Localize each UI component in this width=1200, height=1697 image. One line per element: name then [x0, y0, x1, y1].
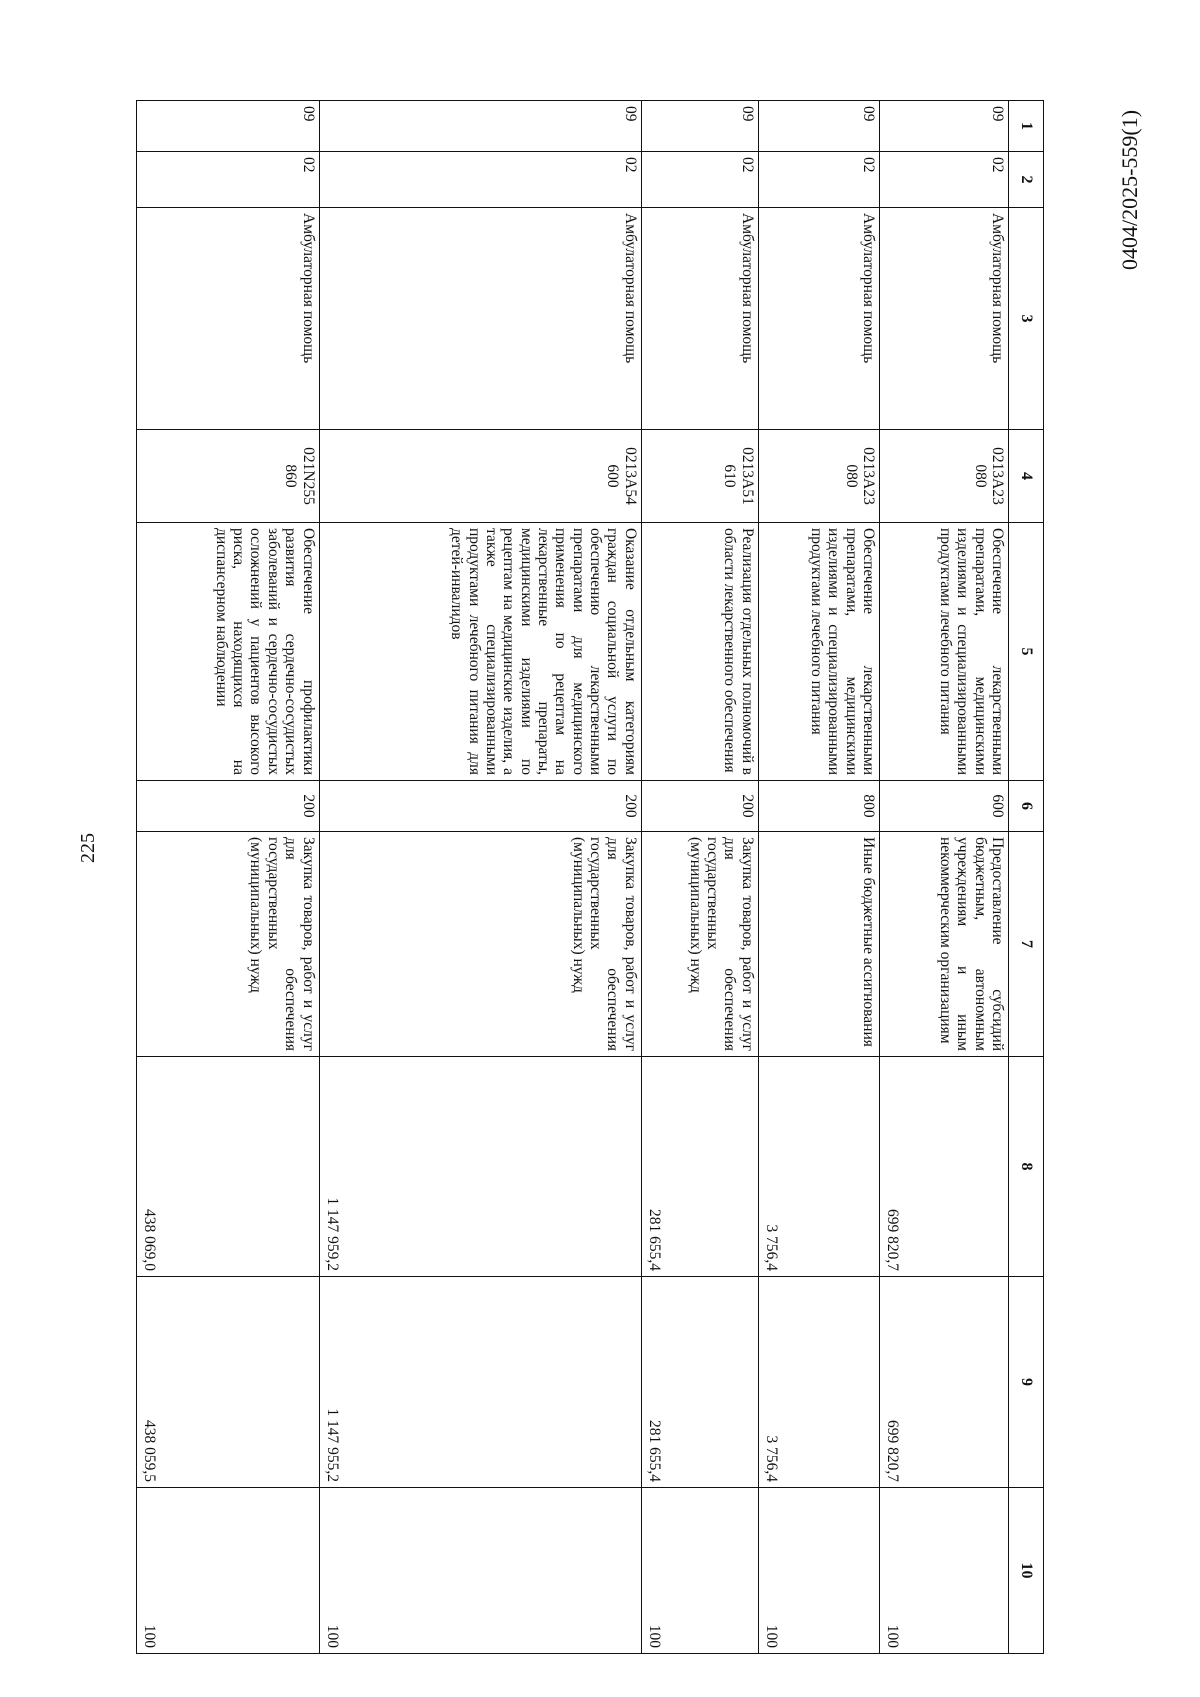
- cell-name: Амбулаторная помощь: [319, 208, 641, 430]
- col-header-9: 9: [1009, 1277, 1044, 1488]
- page-number: 225: [77, 833, 99, 863]
- cell-expense-description: Закупка товаров, работ и услуг для обеспечения государственных (муниципальных) нужд: [641, 832, 758, 1057]
- rotated-table-container: [136, 100, 1044, 1653]
- cell-executed-amount: 699 820,7: [880, 1277, 1009, 1488]
- cell-target-article: 0213A23 080: [758, 430, 879, 523]
- header-row: [1009, 101, 1044, 1654]
- cell-executed-amount: 1 147 955,2: [319, 1277, 641, 1488]
- cell-percent: 100: [641, 1488, 758, 1654]
- cell-target-article: 0213A51 610: [641, 430, 758, 523]
- cell-percent: 100: [319, 1488, 641, 1654]
- cell-section: 09: [319, 101, 641, 152]
- cell-planned-amount: 281 655,4: [641, 1057, 758, 1277]
- col-header-1: 1: [1009, 101, 1044, 152]
- col-header-8: 8: [1009, 1057, 1044, 1277]
- table-row: [758, 101, 879, 1654]
- cell-expense-type: 800: [758, 781, 879, 832]
- col-header-7: 7: [1009, 832, 1044, 1057]
- col-header-3: 3: [1009, 208, 1044, 430]
- table-row: [641, 101, 758, 1654]
- col-header-10: 10: [1009, 1488, 1044, 1654]
- cell-planned-amount: 3 756,4: [758, 1057, 879, 1277]
- cell-description: Обеспечение профилактики развития сердечно-сосудистых заболеваний и сердечно-сосудистых осложнений у пациентов высокого риска, находящихся на диспансерном наблюдении: [137, 523, 320, 781]
- cell-name: Амбулаторная помощь: [641, 208, 758, 430]
- cell-expense-type: 200: [137, 781, 320, 832]
- col-header-6: 6: [1009, 781, 1044, 832]
- cell-percent: 100: [758, 1488, 879, 1654]
- cell-name: Амбулаторная помощь: [137, 208, 320, 430]
- cell-description: Реализация отдельных полномочий в области лекарственного обеспечения: [641, 523, 758, 781]
- cell-subsection: 02: [137, 152, 320, 208]
- cell-description: Оказание отдельным категориям граждан социальной услуги по обеспечению лекарственными препаратами для медицинского применения по рецептам на лекарственные препараты, медицинскими изделиями по рецептам на медицинские изделия, а также специализированными продуктами лечебного питания для детей-инвалидов: [319, 523, 641, 781]
- cell-name: Амбулаторная помощь: [758, 208, 879, 430]
- cell-subsection: 02: [758, 152, 879, 208]
- cell-percent: 100: [137, 1488, 320, 1654]
- cell-section: 09: [641, 101, 758, 152]
- cell-expense-type: 200: [319, 781, 641, 832]
- cell-expense-description: Закупка товаров, работ и услуг для обеспечения государственных (муниципальных) нужд: [319, 832, 641, 1057]
- col-header-2: 2: [1009, 152, 1044, 208]
- cell-subsection: 02: [319, 152, 641, 208]
- table-row: [319, 101, 641, 1654]
- cell-subsection: 02: [880, 152, 1009, 208]
- cell-planned-amount: 699 820,7: [880, 1057, 1009, 1277]
- cell-section: 09: [137, 101, 320, 152]
- cell-expense-type: 200: [641, 781, 758, 832]
- cell-executed-amount: 438 059,5: [137, 1277, 320, 1488]
- table-row: [137, 101, 320, 1654]
- cell-expense-description: Предоставление субсидий бюджетным, автономным учреждениям и иным некоммерческим организациям: [880, 832, 1009, 1057]
- col-header-4: 4: [1009, 430, 1044, 523]
- cell-description: Обеспечение лекарственными препаратами, медицинскими изделиями и специализированными продуктами лечебного питания: [880, 523, 1009, 781]
- cell-name: Амбулаторная помощь: [880, 208, 1009, 430]
- cell-target-article: 0213A54 600: [319, 430, 641, 523]
- cell-planned-amount: 438 069,0: [137, 1057, 320, 1277]
- cell-target-article: 0213A23 080: [880, 430, 1009, 523]
- cell-percent: 100: [880, 1488, 1009, 1654]
- cell-target-article: 021N255 860: [137, 430, 320, 523]
- budget-table: [136, 100, 1044, 1654]
- cell-planned-amount: 1 147 959,2: [319, 1057, 641, 1277]
- cell-expense-description: Иные бюджетные ассигнования: [758, 832, 879, 1057]
- cell-subsection: 02: [641, 152, 758, 208]
- table-row: [880, 101, 1009, 1654]
- cell-expense-type: 600: [880, 781, 1009, 832]
- cell-section: 09: [880, 101, 1009, 152]
- cell-section: 09: [758, 101, 879, 152]
- document-code: 0404/2025-559(1): [1117, 109, 1142, 271]
- cell-executed-amount: 3 756,4: [758, 1277, 879, 1488]
- col-header-5: 5: [1009, 523, 1044, 781]
- cell-description: Обеспечение лекарственными препаратами, медицинскими изделиями и специализированными продуктами лечебного питания: [758, 523, 879, 781]
- cell-executed-amount: 281 655,4: [641, 1277, 758, 1488]
- cell-expense-description: Закупка товаров, работ и услуг для обеспечения государственных (муниципальных) нужд: [137, 832, 320, 1057]
